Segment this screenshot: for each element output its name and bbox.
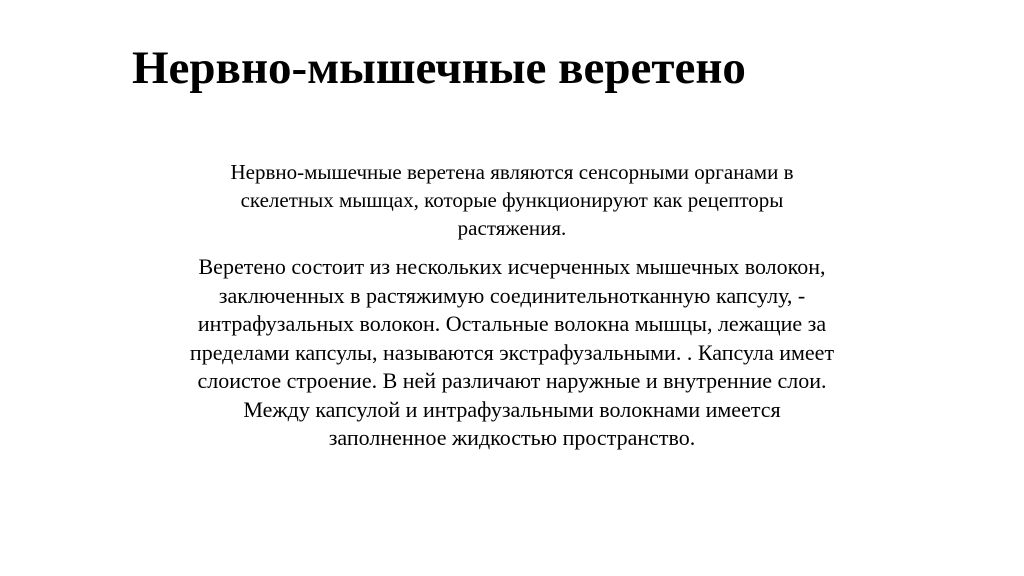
slide-body (112, 158, 912, 453)
slide-title: Нервно-мышечные веретено (132, 42, 746, 94)
text-line: интрафузальных волокон. Остальные волокна мышцы, лежащие за (197, 311, 827, 336)
paragraph-structure (112, 253, 912, 453)
text-line: заполненное жидкостью пространство. (328, 425, 696, 450)
text-line: пределами капсулы, называются экстрафузальными. . Капсула имеет (189, 339, 835, 365)
text-line: растяжения. (457, 216, 567, 240)
paragraph-definition (112, 158, 912, 242)
text-line: заключенных в растяжимую соединительнотканную капсулу, - (218, 282, 806, 308)
text-line: Нервно-мышечные веретена являются сенсорными органами в (230, 160, 794, 184)
text-line: Веретено состоит из нескольких исчерченных мышечных волокон, (198, 254, 826, 279)
text-line: слоистое строение. В ней различают наружные и внутренние слои. (197, 368, 827, 393)
text-line: Между капсулой и интрафузальными волокнами имеется (243, 396, 781, 422)
text-line: скелетных мышцах, которые функционируют как рецепторы (240, 188, 784, 212)
